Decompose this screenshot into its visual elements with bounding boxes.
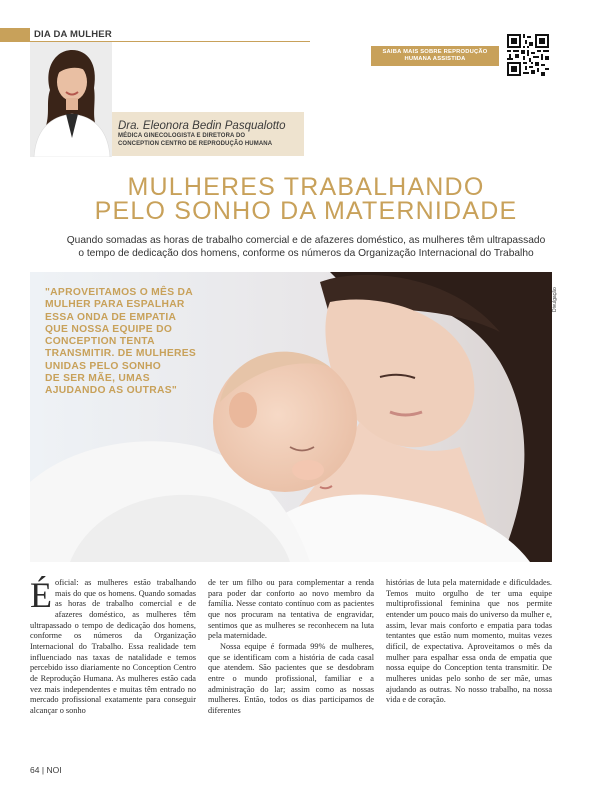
quote-line: ESSA ONDA DE EMPATIA	[45, 311, 177, 323]
pull-quote	[45, 287, 205, 398]
learn-more-banner[interactable]	[371, 46, 499, 66]
page-number: 64	[30, 765, 40, 775]
article-column-3	[386, 578, 552, 706]
quote-line: TRANSMITIR. DE MULHERES	[45, 348, 197, 360]
author-portrait	[30, 42, 112, 157]
drop-cap: É	[30, 575, 52, 615]
learn-more-line-2: HUMANA ASSISTIDA	[404, 56, 466, 62]
author-box	[112, 112, 304, 156]
qr-code-icon[interactable]	[507, 34, 549, 76]
author-role-line-2: CONCEPTION CENTRO DE REPRODUÇÃO HUMANA	[118, 140, 273, 147]
quote-line: MULHER PARA ESPALHAR	[45, 299, 185, 311]
page-title	[0, 175, 612, 223]
quote-line: UNIDAS PELO SONHO	[45, 360, 162, 372]
learn-more-line-1: SAIBA MAIS SOBRE REPRODUÇÃO	[382, 49, 488, 55]
article-text: oficial: as mulheres estão trabalhando mais do que os homens. Quando somadas as horas de trabalho comercial e de afazeres doméstico, as mulheres têm ultrapassado o tempo de dedicação dos homens, conforme os números da Organização Internacional do Trabalho. Essa realidade tem influenciado nas taxas de natalidade e temos percebido isso diariamente no Conception Centro de Reprodução Humana. As mulheres estão cada vez mais independentes e muitas têm entrado no mercado profissional exatamente para conseguir alcançar o sonho	[30, 578, 196, 715]
quote-line: DE SER MÃE, UMAS	[45, 373, 150, 385]
quote-line: "APROVEITAMOS O MÊS DA	[45, 287, 194, 298]
section-accent-bar	[0, 28, 30, 42]
subheadline	[30, 235, 582, 260]
photo-credit: Divulgação	[552, 287, 558, 312]
article-paragraph: Nossa equipe é formada 99% de mulheres, que se identificam com a história de cada casal que atendem. São pacientes que se desdobram entre o mundo profissional, familiar e a administração do lar; assim como as nossas mulheres. Então, todos os dias participamos de diferentes	[208, 641, 374, 715]
title-line-1: MULHERES TRABALHANDO	[127, 173, 485, 201]
footer-separator: |	[41, 765, 45, 775]
article-paragraph: de ter um filho ou para complementar a renda para poder dar conforto ao novo membro da família. Nesse contato contínuo com as pacientes que nos procuram na tentativa de engravidar, sentimos que as mulheres se reconhecem na luta pela maternidade.	[208, 578, 374, 641]
author-name: Dra. Eleonora Bedin Pasqualotto	[118, 120, 286, 132]
author-role-line-1: MÉDICA GINECOLOGISTA E DIRETORA DO	[118, 133, 246, 139]
quote-line: CONCEPTION TENTA	[45, 336, 155, 348]
subheadline-line-1: Quando somadas as horas de trabalho comercial e de afazeres doméstico, as mulheres têm ultrapassado	[66, 235, 546, 246]
subheadline-line-2: o tempo de dedicação dos homens, conforme os números da Organização Internacional do Trabalho	[78, 247, 534, 259]
article-column-2	[208, 578, 374, 717]
title-line-2: PELO SONHO DA MATERNIDADE	[94, 197, 518, 225]
author-portrait-illustration	[30, 42, 112, 157]
quote-line: QUE NOSSA EQUIPE DO	[45, 323, 173, 335]
section-tag: DIA DA MULHER	[34, 29, 112, 40]
article-text: histórias de luta pela maternidade e dificuldades. Temos muito orgulho de ter uma equipe multiprofissional feminina que nos permite entender um pouco mais do universo da mulher e, assim, levar mais conforto e empatia para todas tentantes que estão num momento, muitas vezes difícil, de expectativa. Aproveitamos o mês da mulher para espalhar essa onda de empatia que nossa equipe do Conception tenta transmitir. De mulheres unidas pelo sonho de ser mãe, umas ajudando as outras. No nosso trabalho, na nossa vida e de coração.	[386, 578, 552, 705]
article-column-1	[30, 575, 196, 717]
magazine-name: NOI	[46, 765, 62, 775]
page-footer	[30, 765, 62, 775]
quote-line: AJUDANDO AS OUTRAS"	[45, 385, 178, 397]
